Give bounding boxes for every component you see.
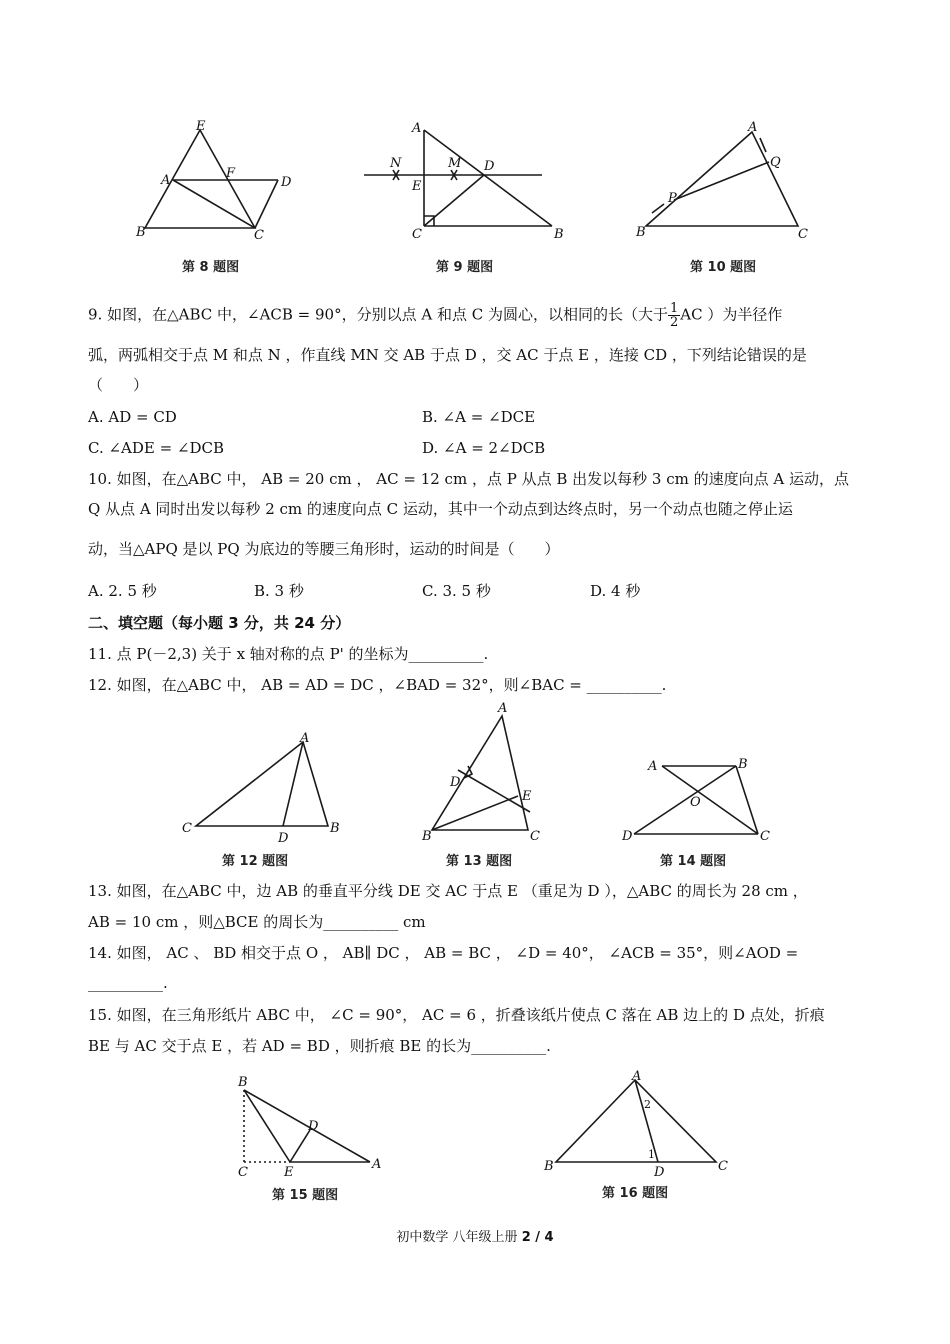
fig9-label-e: E: [412, 179, 422, 194]
fig8-label-b: B: [136, 225, 146, 240]
q9-fraction: [668, 302, 680, 329]
fig14-label-o: O: [690, 795, 701, 810]
figure-9: [360, 118, 564, 243]
fig16-label-d: D: [654, 1165, 665, 1180]
q10-option-d: D. 4 秒: [590, 582, 641, 600]
q9-line-1: [88, 302, 782, 329]
q10-line-3: 动，当△APQ 是以 PQ 为底边的等腰三角形时，运动的时间是（ ）: [88, 540, 560, 558]
footer-subject: 初中数学 八年级上册: [396, 1230, 518, 1245]
figure-12: [180, 730, 350, 846]
fig9-label-c: C: [412, 227, 422, 242]
q9-line-2: 弧，两弧相交于点 M 和点 N ，作直线 MN 交 AB 于点 D ，交 AC 于点 E ，连接 CD ，下列结论错误的是: [88, 346, 807, 364]
q12: 12. 如图，在△ABC 中， AB = AD = DC ，∠BAD = 32°，则∠BAC = __________.: [88, 676, 667, 694]
figure-16: [540, 1068, 740, 1178]
q10-line-1: 10. 如图，在△ABC 中， AB = 20 cm ， AC = 12 cm ，点 P 从点 B 出发以每秒 3 cm 的速度向点 A 运动，点: [88, 470, 849, 488]
fig8-label-f: F: [226, 166, 236, 181]
q10-option-b: B. 3 秒: [254, 582, 304, 600]
fig13-label-c: C: [530, 829, 540, 844]
figure-15: [230, 1072, 390, 1180]
fig14-label-c: C: [760, 829, 770, 844]
fig15-label-b: B: [238, 1075, 248, 1090]
q9-line-1-post: AC ）为半径作: [680, 305, 783, 324]
fig16-label-c: C: [718, 1159, 728, 1174]
fig10-label-a: A: [748, 120, 758, 135]
q10-option-a: A. 2. 5 秒: [88, 582, 157, 600]
fig13-label-d: D: [450, 775, 461, 790]
fig9-label-m: M: [448, 156, 462, 171]
figure-10-caption: 第 10 题图: [690, 260, 757, 275]
fig16-label-2: 2: [644, 1098, 651, 1111]
fig13-label-b: B: [422, 829, 432, 844]
fig12-label-b: B: [330, 821, 340, 836]
q15-line-2: BE 与 AC 交于点 E ，若 AD = BD ，则折痕 BE 的长为__________.: [88, 1037, 551, 1055]
figure-8-caption: 第 8 题图: [182, 260, 240, 275]
q10-option-c: C. 3. 5 秒: [422, 582, 491, 600]
figure-9-caption: 第 9 题图: [436, 260, 494, 275]
fig13-label-e: E: [522, 789, 532, 804]
q13-line-1: 13. 如图，在△ABC 中，边 AB 的垂直平分线 DE 交 AC 于点 E （重足为 D ），△ABC 的周长为 28 cm ，: [88, 882, 808, 900]
fig8-label-d: D: [281, 175, 292, 190]
q9-option-c: C. ∠ADE = ∠DCB: [88, 439, 225, 457]
q14-line-1: 14. 如图， AC 、 BD 相交于点 O ， AB∥ DC ， AB = BC ， ∠D = 40°， ∠ACB = 35°，则∠AOD =: [88, 944, 799, 962]
q9-line-1-pre: 9. 如图，在△ABC 中，∠ACB = 90°，分别以点 A 和点 C 为圆心，以相同的长（大于: [88, 305, 668, 324]
fig9-label-b: B: [554, 227, 564, 242]
q10-line-2: Q 从点 A 同时出发以每秒 2 cm 的速度向点 C 运动，其中一个动点到达终点时，另一个动点也随之停止运: [88, 500, 793, 518]
q9-option-b: B. ∠A = ∠DCE: [422, 408, 536, 426]
fig12-label-d: D: [278, 831, 289, 846]
fig14-label-d: D: [622, 829, 633, 844]
section-fill-in-blank-heading: 二、填空题（每小题 3 分，共 24 分）: [88, 614, 351, 632]
fig9-label-d: D: [484, 159, 495, 174]
fig10-label-b: B: [636, 225, 646, 240]
figure-10: [632, 118, 812, 243]
fig12-label-a: A: [300, 731, 310, 746]
q9-option-a: A. AD = CD: [88, 408, 177, 426]
fig8-label-e: E: [196, 119, 206, 134]
fig10-label-c: C: [798, 227, 808, 242]
fig8-label-a: A: [161, 173, 171, 188]
q9-line-3: （ ）: [88, 376, 149, 394]
figure-14: [620, 750, 770, 845]
q15-line-1: 15. 如图，在三角形纸片 ABC 中， ∠C = 90°， AC = 6 ，折叠该纸片使点 C 落在 AB 边上的 D 点处，折痕: [88, 1006, 825, 1024]
fig15-label-c: C: [238, 1165, 248, 1180]
q9-option-d: D. ∠A = 2∠DCB: [422, 439, 546, 457]
fig16-label-b: B: [544, 1159, 554, 1174]
fig15-label-d: D: [308, 1119, 319, 1134]
fig16-label-1: 1: [648, 1148, 655, 1161]
q14-line-2: __________.: [88, 974, 168, 992]
fig12-label-c: C: [182, 821, 192, 836]
figure-12-caption: 第 12 题图: [222, 854, 289, 869]
page-footer: [0, 1226, 950, 1245]
figure-14-caption: 第 14 题图: [660, 854, 727, 869]
fig15-label-e: E: [284, 1165, 294, 1180]
fig8-label-c: C: [254, 228, 264, 243]
fig10-label-q: Q: [770, 155, 781, 170]
q9-fraction-numerator: 1: [669, 301, 679, 316]
fig10-label-p: P: [668, 191, 677, 206]
figure-13-caption: 第 13 题图: [446, 854, 513, 869]
q9-fraction-denominator: 2: [669, 315, 679, 330]
footer-page-number: 2 / 4: [521, 1230, 554, 1245]
fig14-label-b: B: [738, 757, 748, 772]
q13-line-2: AB = 10 cm ，则△BCE 的周长为__________ cm: [88, 913, 426, 931]
fig9-label-a: A: [412, 121, 422, 136]
figure-15-caption: 第 15 题图: [272, 1188, 339, 1203]
fig14-label-a: A: [648, 759, 658, 774]
figure-8: [130, 118, 300, 248]
figure-13: [418, 700, 548, 845]
fig16-label-a: A: [632, 1069, 642, 1084]
q11: 11. 点 P(－2,3) 关于 x 轴对称的点 P' 的坐标为__________.: [88, 645, 489, 663]
figure-16-caption: 第 16 题图: [602, 1186, 669, 1201]
fig13-label-a: A: [498, 701, 508, 716]
fig15-label-a: A: [372, 1157, 382, 1172]
fig9-label-n: N: [390, 156, 402, 171]
